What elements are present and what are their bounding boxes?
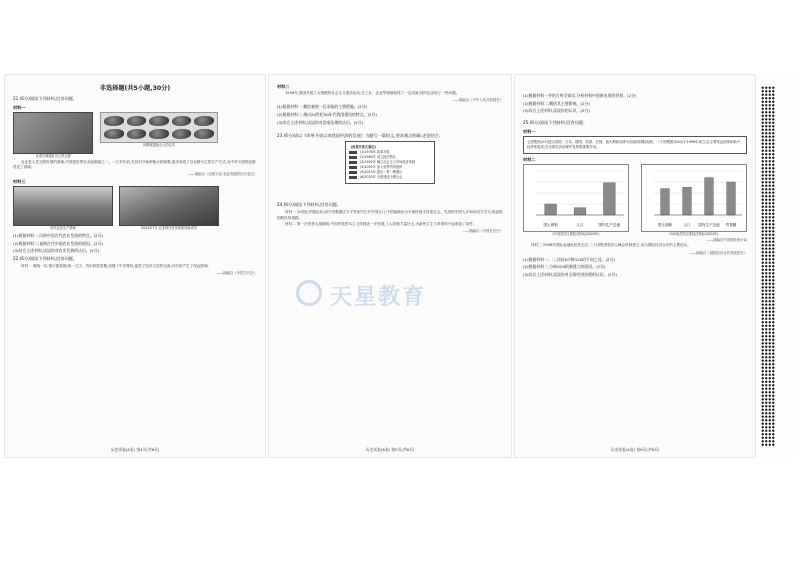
artifacts-photo	[100, 112, 218, 143]
material-textbox: 七国集团(G7)是由美国、日本、德国、英国、法国、意大利和加拿大组成的国际组织。二十国集团(G20)于1999年成立,由主要发达国家和新兴经济体组成,在全球经济治理中发挥着重要作用。	[523, 136, 747, 154]
chart-caption: G20成员国主要经济指标(2024年)	[669, 231, 719, 236]
binding-dots	[761, 86, 775, 446]
timeline-title: 《改革开放大事记》	[349, 145, 378, 150]
timeline-item: (4)2001年 加入世界贸易组织	[360, 165, 403, 170]
material-label: 材料一	[523, 128, 536, 134]
source-reference: ——摘编自《中华人民共和国史》	[452, 98, 503, 103]
source-reference: ——摘编自中国国家统计局	[706, 238, 747, 243]
exam-page-6	[514, 74, 756, 458]
chart-bar	[661, 188, 670, 214]
chart-tick-label: 人口	[683, 222, 691, 227]
sub-question-6: (3)综合上述材料,谈谈你对全球经济治理的认识。(2分)	[523, 271, 617, 277]
chart-bar	[727, 182, 736, 215]
material-label: 材料三	[13, 179, 26, 185]
sub-question-2: (2)根据材料二,指出20世纪50年代我国建设的特点。(2分)	[277, 112, 377, 117]
material-text: 农业是人类文明发展的基础,中国是世界农业起源地之一。一万多年前,先民们开始种植水稻和粟,逐步形成了以农耕为主的生产方式,为中华文明的起源奠定了基础。	[13, 159, 256, 169]
sub-question-3: (3)结合上述材料,谈谈你对农业发展的认识。(2分)	[13, 248, 100, 254]
material-label: 材料二	[523, 156, 536, 162]
photo-caption: 河姆渡遗址出土的农具	[143, 143, 175, 147]
timeline-item: (3)1992年 确立社会主义市场经济体制	[360, 160, 416, 165]
source-reference: ——摘编自《中国古代史》	[216, 271, 257, 276]
chart-bar	[574, 207, 586, 214]
landscape-photo	[13, 186, 113, 226]
material-text: 材料一 秦统一后,推行郡县制,统一文字、货币和度量衡,加强了中央集权,促进了经济文化的交流,对后世产生了深远影响。	[21, 263, 212, 268]
sub-question-4: (1)根据材料一、二,比较G7和G20的不同之处。(2分)	[523, 256, 615, 262]
sub-question-2: (2)根据材料二,说明古代中国农业发展的原因。(2分)	[13, 240, 104, 246]
chart-tick-label: 国土面积	[657, 222, 673, 227]
page-footer: 历史试卷(A卷) 第4页(共6页)	[110, 447, 160, 452]
photo-caption: 2024年7月,农业现代化发展取得新成效	[141, 226, 197, 231]
sub-question-1: (1)根据材料一,概括秦统一后采取的主要措施。(2分)	[277, 104, 368, 110]
g7-bar-chart	[523, 164, 629, 232]
timeline-item: (2)1980年 设立经济特区	[360, 155, 396, 160]
exam-page-4	[4, 74, 266, 458]
sub-question-1: (1)根据材料一并结合所学知识,分析材料中现象出现的背景。(2分)	[523, 93, 637, 98]
material-text: 材料三 2008年国际金融危机发生后,二十国集团领导人峰会机制建立,成为国际经济合作的主要论坛。	[531, 243, 691, 248]
chart-bar	[545, 204, 557, 215]
question-23: 23.(6分)请以《改革开放以来我国经济的发展》为题写一篇短文,要求观点明确,史论结合。	[277, 133, 444, 139]
artifact-photo	[13, 112, 93, 154]
source-reference: ——摘编自《农耕文化:农业发展的历史变迁》	[188, 172, 257, 177]
chart-tick-label: 贸易额	[725, 222, 737, 227]
watermark-logo-icon	[296, 280, 322, 306]
question-21: 21.(6分)阅读下列材料,回答问题。	[13, 96, 78, 101]
question-22: 22.(6分)阅读下列材料,回答问题。	[13, 255, 78, 261]
chart-bar	[705, 177, 714, 214]
g20-bar-chart	[641, 164, 747, 232]
source-reference: ——摘编自《国际经济合作发展报告》	[689, 250, 747, 255]
watermark-text: 天星教育	[330, 285, 427, 310]
chart-tick-label: 国土面积	[543, 222, 558, 227]
question-24: 24.(6分)阅读下列材料,回答问题。	[277, 202, 342, 208]
exam-page-5	[268, 74, 512, 458]
material-label: 材料二	[277, 84, 290, 89]
question-25: 25.(6分)阅读下列材料,回答问题。	[523, 119, 588, 125]
chart-tick-label: 国内生产总值	[698, 222, 720, 227]
material-label: 材料一	[13, 105, 26, 110]
chart-tick-label: 人口	[576, 222, 584, 227]
sub-question-1: (1)根据材料一,归纳中国古代农业发展的特点。(2分)	[13, 233, 104, 238]
sub-question-3: (3)综合上述材料,谈谈你对国家治理的认识。(2分)	[277, 119, 364, 125]
chart-bar	[683, 187, 692, 215]
page-footer: 历史试卷(A卷) 第6页(共6页)	[610, 447, 660, 452]
chart-caption: G7成员国主要经济指标(2024年)	[552, 231, 600, 236]
timeline-item: (6)2020年 全面建成小康社会	[360, 175, 403, 180]
chart-bar	[603, 183, 615, 215]
source-reference: ——摘编自《中国近代史》	[462, 229, 503, 234]
material-text: 材料一 19世纪中期以后,西方列强通过不平等条约打开中国大门,中国逐渐沦为半殖民地半封建社会。先进的中国人开始向西方学习,探索救国救民的道路。	[277, 210, 503, 220]
photo-caption: 现代农业生产基地	[50, 226, 76, 231]
landscape-photo	[119, 186, 219, 226]
photo-caption: 良渚古城遗址出土的玉器	[35, 154, 71, 158]
page-footer: 历史试卷(A卷) 第5页(共6页)	[365, 447, 415, 452]
sub-question-3: (3)综合上述材料,谈谈你的认识。(2分)	[523, 108, 590, 114]
timeline-box	[345, 141, 435, 184]
sub-question-2: (2)根据材料二,概括其主要影响。(2分)	[523, 100, 590, 106]
material-text: 材料二 第一次世界大战期间,中国民族资本主义得到进一步发展,工人阶级力量壮大,为新民主主义革命的兴起准备了条件。	[285, 222, 477, 226]
timeline-item: (1)1978年 改革开放	[360, 150, 390, 155]
sub-question-5: (2)根据材料三,分析G20机制建立的原因。(2分)	[523, 264, 606, 270]
section-title: 非选择题(共5小题,30分)	[99, 85, 171, 92]
chart-tick-label: 国内生产总值	[598, 222, 621, 227]
material-text: 1958年,我国开展了大规模的社会主义建设运动,在工业、农业等领域取得了一定成就,同时也出现了一些问题。	[285, 91, 460, 95]
timeline-item: (5)2013年 提出一带一路倡议	[360, 170, 403, 175]
